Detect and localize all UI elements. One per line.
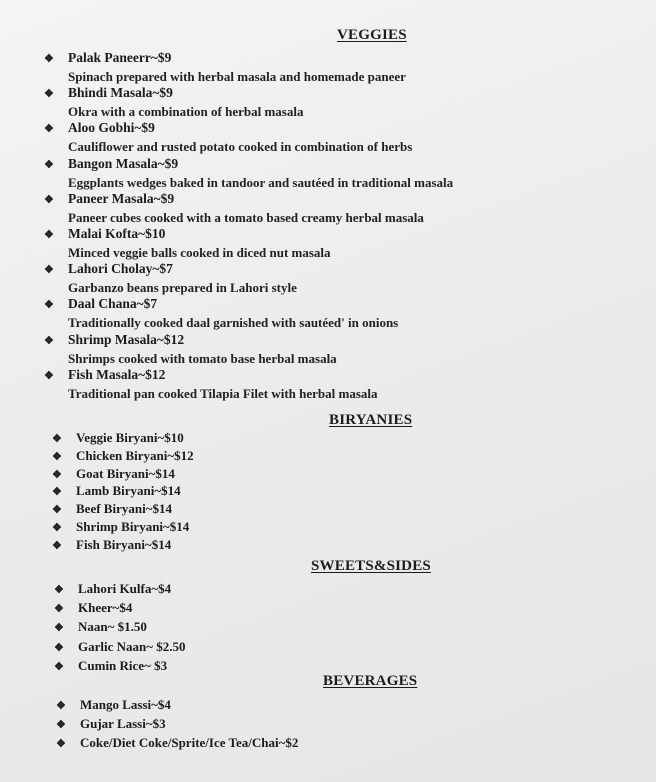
item-description: Spinach prepared with herbal masala and homemade paneer: [68, 69, 406, 84]
list-item: [54, 638, 186, 657]
bullet-icon: ❖: [54, 622, 64, 635]
section-title-sweets-sides: SWEETS&SIDES: [311, 558, 431, 574]
item-name: Garlic Naan~ $2.50: [78, 638, 186, 654]
list-item: [54, 580, 186, 599]
item-name: Veggie Biryani~$10: [76, 430, 184, 445]
item-description: Cauliflower and rusted potato cooked in combination of herbs: [68, 139, 413, 155]
list-item: [44, 155, 644, 190]
bullet-icon: ❖: [54, 660, 64, 673]
bullet-icon: ❖: [54, 584, 64, 596]
bullet-icon: ❖: [54, 603, 64, 616]
list-item: [52, 501, 194, 519]
list-item: [52, 483, 194, 501]
bullet-icon: ❖: [44, 228, 54, 241]
bullet-icon: ❖: [44, 299, 54, 312]
list-item: [44, 190, 644, 225]
item-name: Daal Chana~$7: [68, 296, 158, 312]
bullet-icon: ❖: [44, 88, 54, 101]
veggies-list: [44, 49, 644, 401]
bullet-icon: ❖: [52, 521, 62, 534]
biryanies-list: [52, 430, 194, 555]
bullet-icon: ❖: [52, 504, 62, 517]
beverages-list: [56, 696, 298, 754]
list-item: [56, 696, 298, 715]
list-item: [52, 430, 194, 448]
item-name: Palak Paneerr~$9: [68, 50, 172, 65]
item-name: Malai Kofta~$10: [68, 225, 166, 241]
item-name: Chicken Biryani~$12: [76, 447, 194, 463]
item-name: Goat Biryani~$14: [76, 465, 175, 481]
bullet-icon: ❖: [52, 450, 62, 463]
list-item: [44, 295, 644, 330]
item-description: Eggplants wedges baked in tandoor and sautéed in traditional masala: [68, 174, 454, 190]
bullet-icon: ❖: [52, 468, 62, 481]
bullet-icon: ❖: [44, 158, 54, 171]
bullet-icon: ❖: [52, 539, 62, 552]
item-name: Gujar Lassi~$3: [80, 716, 166, 732]
list-item: [44, 84, 644, 119]
section-title-veggies: VEGGIES: [337, 27, 407, 43]
item-name: Bhindi Masala~$9: [68, 85, 173, 101]
list-item: [56, 734, 298, 753]
list-item: [54, 599, 186, 618]
item-name: Shrimp Masala~$12: [68, 331, 185, 347]
bullet-icon: ❖: [44, 264, 54, 277]
item-name: Aloo Gobhi~$9: [68, 120, 155, 136]
list-item: [44, 366, 644, 401]
item-description: Traditionally cooked daal garnished with sautéed' in onions: [68, 315, 399, 331]
item-description: Shrimps cooked with tomato base herbal masala: [68, 350, 337, 366]
item-description: Minced veggie balls cooked in diced nut masala: [68, 244, 331, 260]
bullet-icon: ❖: [44, 334, 54, 347]
item-description: Paneer cubes cooked with a tomato based creamy herbal masala: [68, 209, 424, 225]
bullet-icon: ❖: [54, 641, 64, 654]
section-title-beverages: BEVERAGES: [323, 673, 418, 689]
bullet-icon: ❖: [56, 738, 66, 751]
bullet-icon: ❖: [56, 719, 66, 732]
bullet-icon: ❖: [44, 53, 54, 65]
item-name: Lahori Cholay~$7: [68, 261, 173, 277]
list-item: [44, 225, 644, 260]
item-name: Fish Biryani~$14: [76, 536, 172, 552]
sweets-sides-list: [54, 580, 186, 676]
item-name: Coke/Diet Coke/Sprite/Ice Tea/Chai~$2: [80, 735, 299, 751]
item-description: Okra with a combination of herbal masala: [68, 104, 304, 120]
list-item: [52, 448, 194, 466]
item-name: Lamb Biryani~$14: [76, 483, 181, 499]
bullet-icon: ❖: [52, 486, 62, 499]
item-description: Traditional pan cooked Tilapia Filet with herbal masala: [68, 385, 378, 401]
list-item: [54, 657, 186, 676]
item-name: Bangon Masala~$9: [68, 155, 179, 171]
bullet-icon: ❖: [44, 193, 54, 206]
list-item: [52, 519, 194, 537]
bullet-icon: ❖: [56, 700, 66, 712]
bullet-icon: ❖: [44, 369, 54, 382]
item-name: Mango Lassi~$4: [80, 697, 171, 712]
bullet-icon: ❖: [44, 123, 54, 136]
list-item: [52, 537, 194, 555]
item-name: Beef Biryani~$14: [76, 501, 172, 517]
item-name: Kheer~$4: [78, 600, 133, 616]
item-description: Garbanzo beans prepared in Lahori style: [68, 280, 297, 296]
item-name: Naan~ $1.50: [78, 619, 147, 635]
item-name: Lahori Kulfa~$4: [78, 581, 172, 596]
item-name: Paneer Masala~$9: [68, 190, 175, 206]
item-name: Cumin Rice~ $3: [78, 657, 168, 673]
bullet-icon: ❖: [52, 433, 62, 445]
section-title-biryanies: BIRYANIES: [329, 412, 413, 428]
item-name: Fish Masala~$12: [68, 366, 166, 382]
list-item: [52, 466, 194, 484]
list-item: [44, 331, 644, 366]
list-item: [54, 618, 186, 637]
list-item: [44, 119, 644, 154]
list-item: [56, 715, 298, 734]
list-item: [44, 260, 644, 295]
item-name: Shrimp Biryani~$14: [76, 518, 190, 534]
list-item: [44, 49, 644, 84]
